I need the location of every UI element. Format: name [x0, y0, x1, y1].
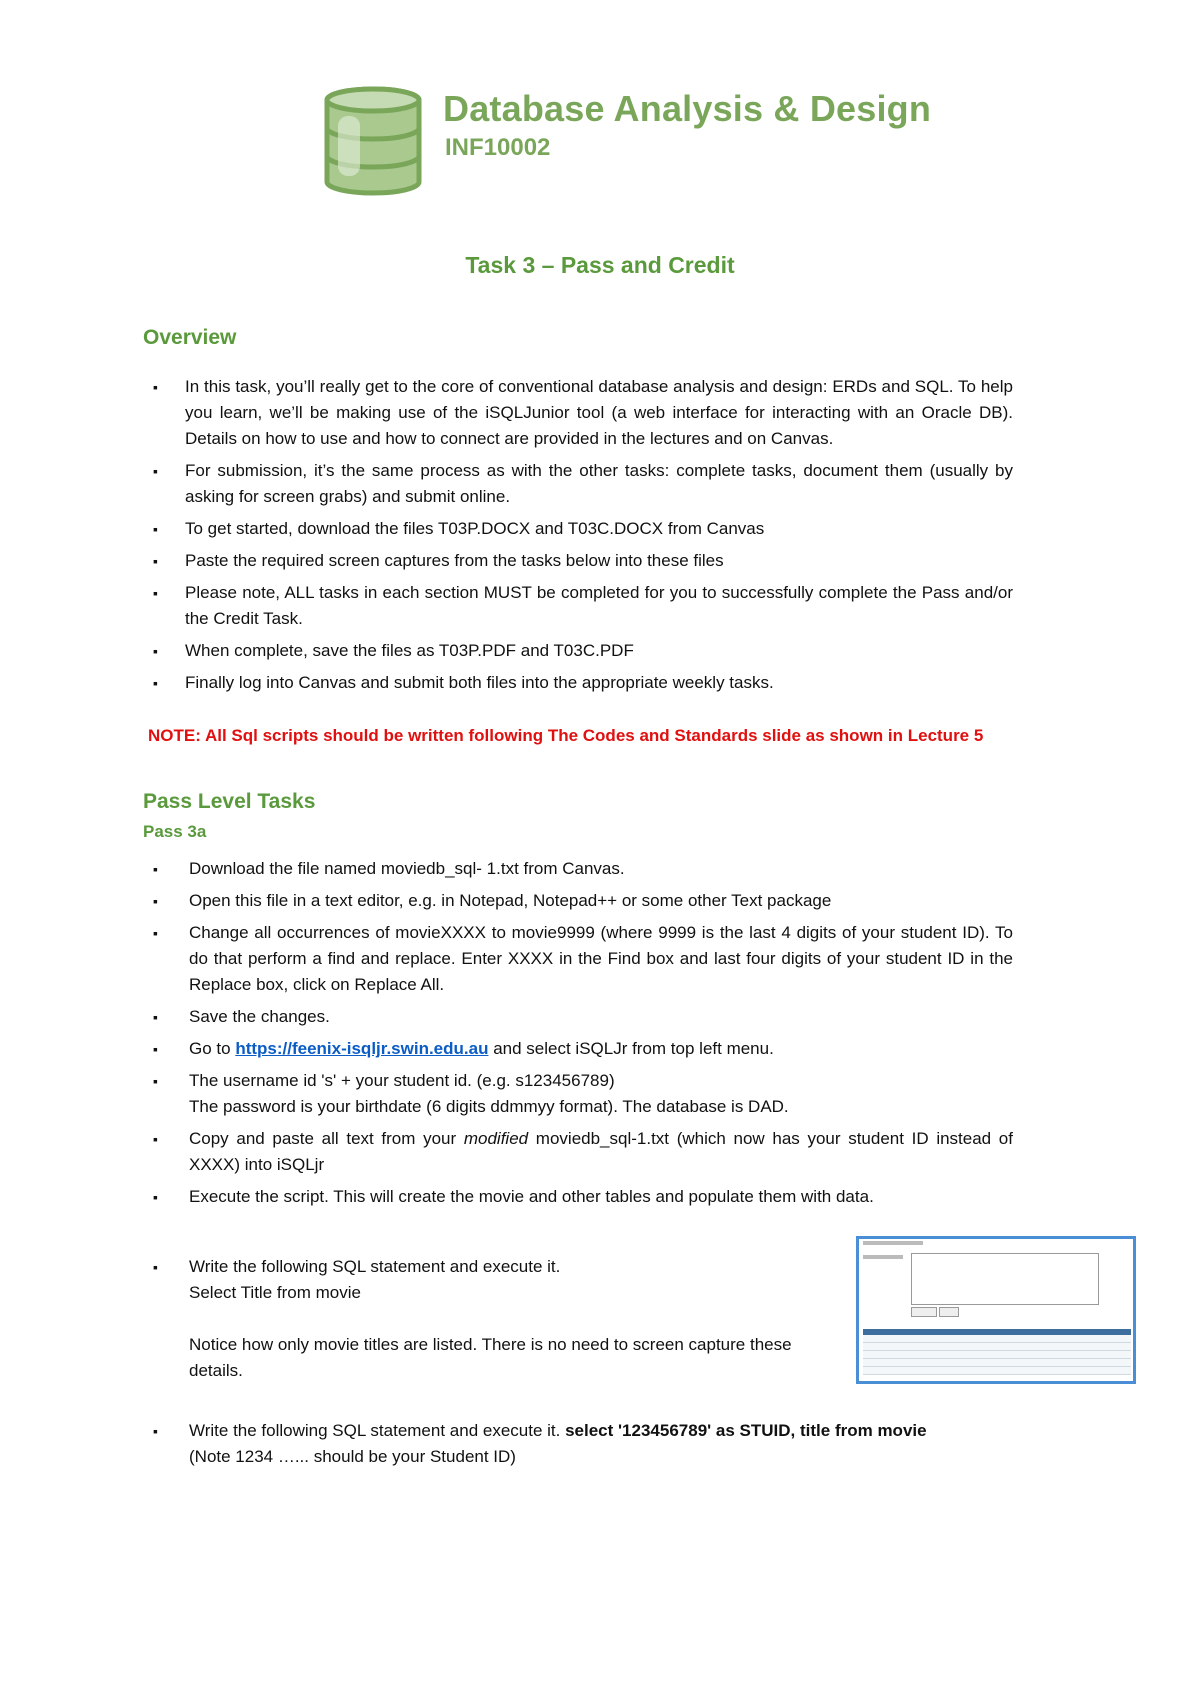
- list-item: ▪ Change all occurrences of movieXXXX to movie9999 (where 9999 is the last 4 digits of your student ID). To do that perform a find and replace. Enter XXXX in the Find box and last four digits of your student ID in the Replace box, click on Replace All.: [143, 920, 1013, 998]
- isqljr-screenshot: [856, 1236, 1136, 1384]
- list-item: ▪ Write the following SQL statement and execute it. select '123456789' as STUID, title from movie: [143, 1418, 959, 1444]
- student-id-note: (Note 1234 …... should be your Student ID): [189, 1447, 516, 1466]
- pass-3a-heading: Pass 3a: [143, 822, 207, 841]
- list-item: ▪ Finally log into Canvas and submit both files into the appropriate weekly tasks.: [143, 670, 1013, 696]
- select-title-note: Notice how only movie titles are listed. There is no need to screen capture these details.: [189, 1335, 792, 1380]
- bullet-icon: ▪: [153, 1041, 158, 1057]
- list-item: ▪ Open this file in a text editor, e.g. in Notepad, Notepad++ or some other Text package: [143, 888, 1013, 914]
- course-logo: [318, 86, 932, 196]
- list-item: ▪ Execute the script. This will create the movie and other tables and populate them with data.: [143, 1184, 1013, 1210]
- bullet-icon: ▪: [153, 463, 158, 479]
- list-item: ▪ To get started, download the files T03P.DOCX and T03C.DOCX from Canvas: [143, 516, 1013, 542]
- feenix-isqljr-link[interactable]: https://feenix-isqljr.swin.edu.au: [235, 1039, 489, 1058]
- list-item: ▪ In this task, you’ll really get to the core of conventional database analysis and design: ERDs and SQL. To help you learn, we’ll be making use of the iSQLJunior tool (a web interface for interacting with an Oracle DB). Details on how to use and how to connect are provided in the lectures and on Canvas.: [143, 374, 1013, 452]
- table-row: [863, 1343, 1131, 1351]
- task-title: Task 3 – Pass and Credit: [465, 252, 735, 278]
- list-item: ▪ The username id 's' + your student id. (e.g. s123456789) The password is your birthdate (6 digits ddmmyy format). The database is DAD.: [143, 1068, 1013, 1120]
- bullet-icon: ▪: [153, 521, 158, 537]
- list-item: ▪ Copy and paste all text from your modified moviedb_sql-1.txt (which now has your student ID instead of XXXX) into iSQLjr: [143, 1126, 1013, 1178]
- pass-level-heading: Pass Level Tasks: [143, 790, 316, 813]
- bullet-icon: ▪: [153, 1189, 158, 1205]
- bullet-icon: ▪: [153, 379, 158, 395]
- overview-list: [143, 374, 1013, 702]
- select-stuid-step: [143, 1418, 1013, 1470]
- sql-standards-note: NOTE: All Sql scripts should be written following The Codes and Standards slide as shown in Lecture 5: [148, 726, 984, 745]
- logo-title: Database Analysis & Design: [443, 88, 932, 129]
- bullet-icon: ▪: [153, 1259, 158, 1275]
- table-row: [863, 1367, 1131, 1375]
- table-row: [863, 1335, 1131, 1343]
- thumb-execute-button: [911, 1307, 937, 1317]
- bullet-icon: ▪: [153, 1073, 158, 1089]
- logo-course-code: INF10002: [445, 134, 551, 161]
- list-item: ▪ Save the changes.: [143, 1004, 1013, 1030]
- table-row: [863, 1351, 1131, 1359]
- select-title-step: [143, 1254, 823, 1384]
- thumb-textarea: [911, 1253, 1099, 1305]
- bullet-icon: ▪: [153, 553, 158, 569]
- list-item: ▪ Paste the required screen captures from the tasks below into these files: [143, 548, 1013, 574]
- database-icon: [318, 86, 428, 196]
- thumb-statement-label: [863, 1255, 903, 1259]
- list-item: ▪ For submission, it’s the same process as with the other tasks: complete tasks, document them (usually by asking for screen grabs) and submit online.: [143, 458, 1013, 510]
- thumb-clear-button: [939, 1307, 959, 1317]
- bullet-icon: ▪: [153, 1009, 158, 1025]
- list-item: ▪ When complete, save the files as T03P.PDF and T03C.PDF: [143, 638, 1013, 664]
- bullet-icon: ▪: [153, 643, 158, 659]
- list-item: ▪ Go to https://feenix-isqljr.swin.edu.au and select iSQLJr from top left menu.: [143, 1036, 1013, 1062]
- bullet-icon: ▪: [153, 861, 158, 877]
- thumb-login-label: [863, 1241, 923, 1245]
- bullet-icon: ▪: [153, 585, 158, 601]
- list-item: ▪ Download the file named moviedb_sql- 1.txt from Canvas.: [143, 856, 1013, 882]
- bullet-icon: ▪: [153, 1131, 158, 1147]
- thumb-results-grid: [863, 1329, 1131, 1375]
- list-item: ▪ Please note, ALL tasks in each section MUST be completed for you to successfully complete the Pass and/or the Credit Task.: [143, 580, 1013, 632]
- pass-3a-list: [143, 856, 1013, 1216]
- bullet-icon: ▪: [153, 1423, 158, 1439]
- list-item: ▪ Write the following SQL statement and execute it. Select Title from movie: [143, 1254, 823, 1306]
- bullet-icon: ▪: [153, 675, 158, 691]
- bullet-icon: ▪: [153, 893, 158, 909]
- overview-heading: Overview: [143, 326, 237, 349]
- table-row: [863, 1359, 1131, 1367]
- bullet-icon: ▪: [153, 925, 158, 941]
